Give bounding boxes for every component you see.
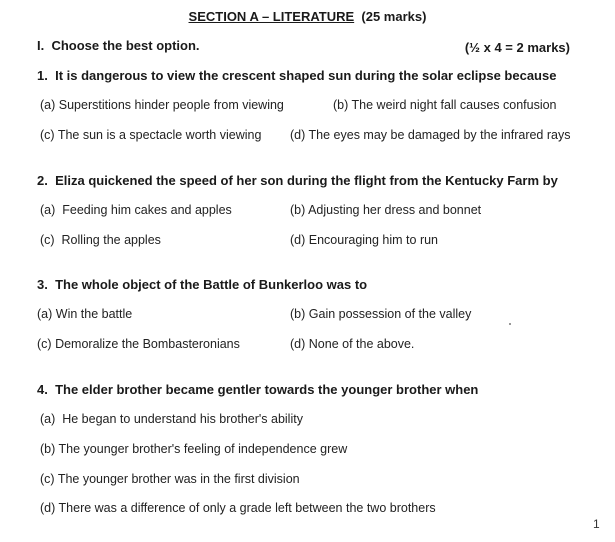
question-number: 1. bbox=[37, 68, 48, 83]
stray-mark bbox=[509, 323, 511, 325]
q4-option-a: (a) He began to understand his brother's ability bbox=[40, 412, 303, 426]
page-number: 1 bbox=[593, 517, 600, 531]
q3-option-a: (a) Win the battle bbox=[37, 307, 133, 321]
q4-option-b: (b) The younger brother's feeling of independence grew bbox=[40, 442, 348, 456]
question-number: 4. bbox=[37, 382, 48, 397]
q2-option-b: (b) Adjusting her dress and bonnet bbox=[290, 203, 482, 217]
question-text: Eliza quickened the speed of her son during the flight from the Kentucky Farm by bbox=[55, 173, 558, 188]
section-marks: (25 marks) bbox=[361, 9, 427, 24]
q3-option-b: (b) Gain possession of the valley bbox=[290, 307, 472, 321]
q2-option-d: (d) Encouraging him to run bbox=[290, 233, 439, 247]
part-heading: Choose the best option. bbox=[51, 38, 200, 53]
question-3 bbox=[37, 277, 367, 292]
q4-option-c: (c) The younger brother was in the first division bbox=[40, 472, 300, 486]
q4-option-d: (d) There was a difference of only a grade left between the two brothers bbox=[40, 501, 436, 515]
question-number: 2. bbox=[37, 173, 48, 188]
question-2 bbox=[37, 173, 558, 188]
part-label: I. Choose the best option. bbox=[37, 38, 200, 53]
section-title bbox=[0, 9, 615, 24]
question-1 bbox=[37, 68, 556, 83]
q2-option-a: (a) Feeding him cakes and apples bbox=[40, 203, 232, 217]
question-text: The whole object of the Battle of Bunkerloo was to bbox=[55, 277, 368, 292]
question-text: The elder brother became gentler towards the younger brother when bbox=[55, 382, 479, 397]
q1-option-b: (b) The weird night fall causes confusion bbox=[333, 98, 557, 112]
q1-option-a: (a) Superstitions hinder people from viewing bbox=[40, 98, 284, 112]
q1-option-d: (d) The eyes may be damaged by the infrared rays bbox=[290, 128, 571, 142]
question-text: It is dangerous to view the crescent shaped sun during the solar eclipse because bbox=[55, 68, 557, 83]
question-4 bbox=[37, 382, 478, 397]
q3-option-c: (c) Demoralize the Bombasteronians bbox=[37, 337, 240, 351]
q2-option-c: (c) Rolling the apples bbox=[40, 233, 161, 247]
q1-option-c: (c) The sun is a spectacle worth viewing bbox=[40, 128, 262, 142]
part-marks: (½ x 4 = 2 marks) bbox=[464, 40, 570, 55]
section-heading: SECTION A – LITERATURE bbox=[188, 9, 355, 24]
question-number: 3. bbox=[37, 277, 48, 292]
q3-option-d: (d) None of the above. bbox=[290, 337, 415, 351]
